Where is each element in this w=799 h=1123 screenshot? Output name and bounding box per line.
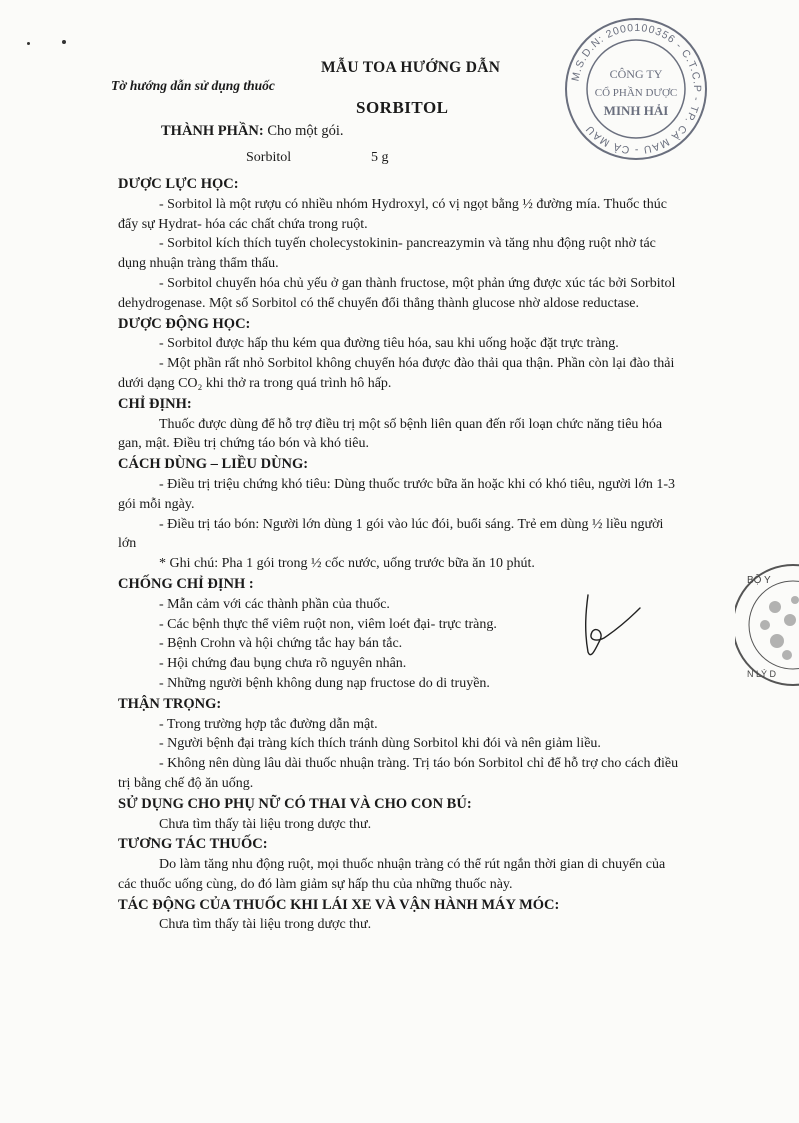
section-pharmacodynamics — [118, 175, 684, 314]
list-item: - Những người bệnh không dung nạp fructose do di truyền. — [159, 675, 490, 691]
document-title: MẪU TOA HƯỚNG DẪN — [321, 59, 501, 76]
section-contraindications — [118, 575, 684, 694]
section-precautions — [118, 695, 684, 794]
composition-text: Cho một gói. — [267, 123, 344, 139]
list-item: - Mẫn cảm với các thành phần của thuốc. — [159, 596, 390, 612]
list-item: - Các bệnh thực thể viêm ruột non, viêm loét đại- trực tràng. — [159, 616, 497, 632]
section-heading: CHỈ ĐỊNH: — [118, 395, 192, 412]
document-body — [118, 174, 684, 935]
section-heading: THẬN TRỌNG: — [118, 695, 222, 712]
paragraph: Thuốc được dùng để hỗ trợ điều trị một số bệnh liên quan đến rối loạn chức năng tiêu hóa gan, mật. Điều trị chứng táo bón và khó tiêu. — [118, 416, 663, 452]
drug-name: SORBITOL — [356, 98, 449, 117]
composition-label: THÀNH PHẦN: — [161, 123, 264, 139]
paragraph: - Sorbitol là một rượu có nhiều nhóm Hydroxyl, có vị ngọt bằng ½ đường mía. Thuốc thúc đẩy sự Hydrat- hóa các chất chứa trong ruột. — [118, 196, 667, 232]
paragraph: - Điều trị triệu chứng khó tiêu: Dùng thuốc trước bữa ăn hoặc khi có khó tiêu, người lớn 1-3 gói mỗi ngày. — [118, 476, 676, 512]
paragraph: - Sorbitol chuyển hóa chủ yếu ở gan thành fructose, một phản ứng được xúc tác bởi Sorbitol dehydrogenase. Một số Sorbitol có thể chuyển đổi thẳng thành glucose nhờ aldose reductase. — [118, 275, 676, 311]
paragraph: Do làm tăng nhu động ruột, mọi thuốc nhuận tràng có thể rút ngắn thời gian di chuyển của các thuốc uống cùng, do đó làm giảm sự hấp thu của những thuốc này. — [118, 857, 666, 892]
section-heading: TƯƠNG TÁC THUỐC: — [118, 836, 268, 853]
paragraph: Chưa tìm thấy tài liệu trong dược thư. — [159, 917, 372, 933]
section-heading: TÁC ĐỘNG CỦA THUỐC KHI LÁI XE VÀ VẬN HÀNH MÁY MÓC: — [118, 896, 560, 913]
section-heading: CHỐNG CHỈ ĐỊNH : — [118, 575, 254, 592]
paragraph: - Sorbitol kích thích tuyến cholecystokinin- pancreazymin và tăng nhu động ruột nhờ tác dụng nhuận tràng thẩm thấu. — [118, 236, 656, 272]
stamp-line-1: CÔNG TY — [609, 67, 663, 81]
section-pregnancy — [118, 795, 684, 835]
section-heading: CÁCH DÙNG – LIỀU DÙNG: — [118, 456, 309, 473]
side-stamp — [735, 545, 799, 705]
section-indications — [118, 395, 684, 454]
paragraph: - Một phần rất nhỏ Sorbitol không chuyển hóa được đào thải qua thận. Phần còn lại đào thải dưới dạng CO₂ khi thở ra trong quá trình hô hấp. — [118, 356, 675, 391]
ingredient-name: Sorbitol — [246, 150, 292, 165]
stamp-line-2: CỔ PHẦN DƯỢC — [594, 87, 678, 99]
paragraph: Chưa tìm thấy tài liệu trong dược thư. — [159, 816, 372, 832]
note-paragraph: * Ghi chú: Pha 1 gói trong ½ cốc nước, uống trước bữa ăn 10 phút. — [159, 556, 535, 572]
section-heading: SỬ DỤNG CHO PHỤ NỮ CÓ THAI VÀ CHO CON BÚ: — [118, 795, 472, 812]
section-dosage — [118, 455, 684, 574]
side-stamp-text: BỘ Y — [747, 575, 771, 586]
section-heading: DƯỢC LỰC HỌC: — [118, 176, 239, 192]
side-stamp-bottom-text: N LÝ D — [747, 669, 777, 679]
document-subtitle: Tờ hướng dẫn sử dụng thuốc — [111, 78, 275, 93]
scan-speck — [62, 40, 66, 44]
section-interactions — [118, 835, 684, 894]
paragraph: - Điều trị táo bón: Người lớn dùng 1 gói vào lúc đói, buổi sáng. Trẻ em dùng ½ liều người lớn — [118, 516, 664, 552]
section-pharmacokinetics — [118, 315, 684, 394]
composition-heading — [161, 123, 343, 140]
scan-speck — [27, 42, 30, 45]
stamp-ring-text: M.S.D.N: 2000100356 - C.T.C.P - TP. CÀ MAU - CÀ MAU — [569, 21, 704, 157]
list-item: - Bệnh Crohn và hội chứng tắc hay bán tắc. — [159, 636, 403, 652]
list-item: - Trong trường hợp tắc đường dẫn mật. — [159, 716, 378, 732]
list-item: - Người bệnh đại tràng kích thích tránh dùng Sorbitol khi đói và nên giảm liều. — [159, 736, 601, 752]
section-heading: DƯỢC ĐỘNG HỌC: — [118, 315, 251, 332]
paragraph: - Sorbitol được hấp thu kém qua đường tiêu hóa, sau khi uống hoặc đặt trực tràng. — [159, 336, 619, 352]
list-item: - Hội chứng đau bụng chưa rõ nguyên nhân. — [159, 656, 407, 672]
ingredient-dose: 5 g — [371, 150, 389, 165]
company-stamp — [561, 14, 711, 164]
paragraph: - Không nên dùng lâu dài thuốc nhuận tràng. Trị táo bón Sorbitol chỉ để hỗ trợ cho cách điều trị bằng chế độ ăn uống. — [118, 756, 679, 791]
stamp-line-3: MINH HẢI — [603, 103, 669, 118]
section-driving — [118, 896, 684, 936]
